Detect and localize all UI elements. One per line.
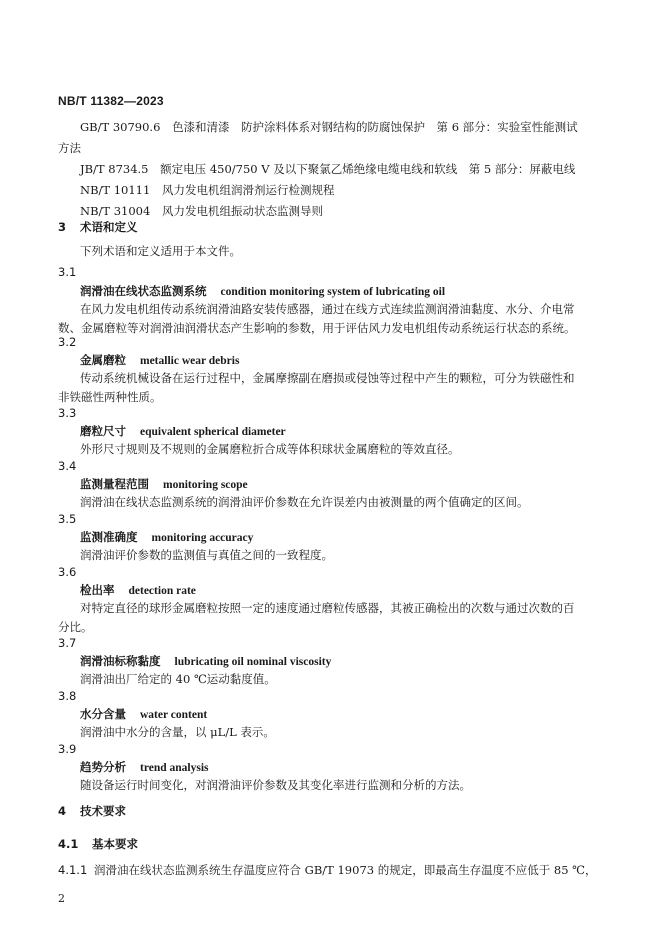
reference-item <box>58 159 602 180</box>
term-en: water content <box>140 709 208 721</box>
reference-code: NB/T 10111 <box>80 183 151 197</box>
term-heading <box>58 283 602 299</box>
section-heading <box>58 219 602 235</box>
standard-id: NB/T 11382—2023 <box>58 94 164 108</box>
term-zh: 金属磨粒 <box>80 353 126 367</box>
reference-continuation: 方法 <box>58 141 81 155</box>
term-zh: 润滑油标称黏度 <box>80 654 161 668</box>
term-definition <box>58 300 602 338</box>
term-zh: 监测量程范围 <box>80 477 149 491</box>
term-definition <box>58 369 602 407</box>
reference-item <box>58 117 602 138</box>
reference-code: JB/T 8734.5 <box>80 162 149 176</box>
term-number: 3.8 <box>58 689 77 703</box>
term-number: 3.6 <box>58 565 77 579</box>
subsection-title: 基本要求 <box>92 837 138 851</box>
term-number: 3.7 <box>58 636 77 650</box>
term-definition: 润滑油在线状态监测系统的润滑油评价参数在允许误差内由被测量的两个值确定的区间。 <box>80 495 529 509</box>
subsection-number: 4.1 <box>58 837 79 851</box>
term-definition: 润滑油评价参数的监测值与真值之间的一致程度。 <box>80 548 333 562</box>
section-title: 技术要求 <box>80 804 126 818</box>
reference-item <box>58 180 602 201</box>
clause <box>58 862 602 878</box>
term-number: 3.4 <box>58 459 77 473</box>
reference-title: 风力发电机组润滑剂运行检测规程 <box>161 183 335 197</box>
term-number: 3.3 <box>58 406 77 420</box>
term-definition: 润滑油出厂给定的 40 ℃运动黏度值。 <box>80 672 276 686</box>
reference-title: 风力发电机组振动状态监测导则 <box>161 204 323 218</box>
reference-title: 额定电压 450/750 V 及以下聚氯乙烯绝缘电缆电线和软线 第 5 部分：屏蔽电线 <box>160 162 576 176</box>
reference-code: GB/T 30790.6 <box>80 120 161 134</box>
term-definition: 外形尺寸规则及不规则的金属磨粒折合成等体积球状金属磨粒的等效直径。 <box>80 442 460 456</box>
term-heading <box>58 759 602 775</box>
term-zh: 水分含量 <box>80 707 126 721</box>
reference-list <box>58 117 602 222</box>
term-number: 3.5 <box>58 512 77 526</box>
term-en: lubricating oil nominal viscosity <box>174 656 332 668</box>
definition-text: 在风力发电机组传动系统润滑油路安装传感器，通过在线方式连续监测润滑油黏度、水分、介电常 <box>80 302 575 316</box>
term-definition: 润滑油中水分的含量，以 μL/L 表示。 <box>80 725 275 739</box>
definition-continuation: 非铁磁性两种性质。 <box>58 390 162 404</box>
definition-continuation: 分比。 <box>58 620 93 634</box>
reference-title: 色漆和清漆 防护涂料体系对钢结构的防腐蚀保护 第 6 部分：实验室性能测试 <box>172 120 578 134</box>
term-heading <box>58 529 602 545</box>
section-number: 3 <box>58 220 67 234</box>
term-en: monitoring accuracy <box>151 532 254 544</box>
section-intro: 下列术语和定义适用于本文件。 <box>80 244 241 258</box>
term-heading <box>58 352 602 368</box>
section-heading <box>58 803 602 819</box>
term-zh: 监测准确度 <box>80 530 138 544</box>
reference-code: NB/T 31004 <box>80 204 151 218</box>
term-en: monitoring scope <box>163 479 248 491</box>
definition-continuation: 数、金属磨粒等对润滑油润滑状态产生影响的参数，用于评估风力发电机组传动系统运行状态的系统。 <box>58 321 576 335</box>
term-heading <box>58 476 602 492</box>
page-number: 2 <box>58 892 65 905</box>
term-heading <box>58 423 602 439</box>
clause-number: 4.1.1 <box>58 863 88 877</box>
term-zh: 趋势分析 <box>80 760 126 774</box>
term-en: metallic wear debris <box>140 355 240 367</box>
clause-text: 润滑油在线状态监测系统生存温度应符合 GB/T 19073 的规定，即最高生存温度不应低于 85 ℃， <box>94 863 597 877</box>
term-zh: 检出率 <box>80 583 115 597</box>
term-heading <box>58 582 602 598</box>
term-zh: 润滑油在线状态监测系统 <box>80 284 207 298</box>
definition-text: 传动系统机械设备在运行过程中，金属摩擦副在磨损或侵蚀等过程中产生的颗粒，可分为铁磁性和 <box>80 371 575 385</box>
subsection-heading <box>58 836 602 852</box>
definition-text: 对特定直径的球形金属磨粒按照一定的速度通过磨粒传感器，其被正确检出的次数与通过次数的百 <box>80 601 575 615</box>
section-number: 4 <box>58 804 67 818</box>
term-definition: 随设备运行时间变化，对润滑油评价参数及其变化率进行监测和分析的方法。 <box>80 778 471 792</box>
section-title: 术语和定义 <box>80 220 138 234</box>
term-number: 3.9 <box>58 742 77 756</box>
term-en: condition monitoring system of lubricating oil <box>220 286 446 298</box>
term-heading <box>58 653 602 669</box>
term-definition <box>58 599 602 637</box>
term-number: 3.1 <box>58 265 77 279</box>
term-en: detection rate <box>128 585 196 597</box>
term-zh: 磨粒尺寸 <box>80 424 126 438</box>
term-en: equivalent spherical diameter <box>140 426 286 438</box>
term-heading <box>58 706 602 722</box>
term-en: trend analysis <box>140 762 209 774</box>
term-number: 3.2 <box>58 335 77 349</box>
